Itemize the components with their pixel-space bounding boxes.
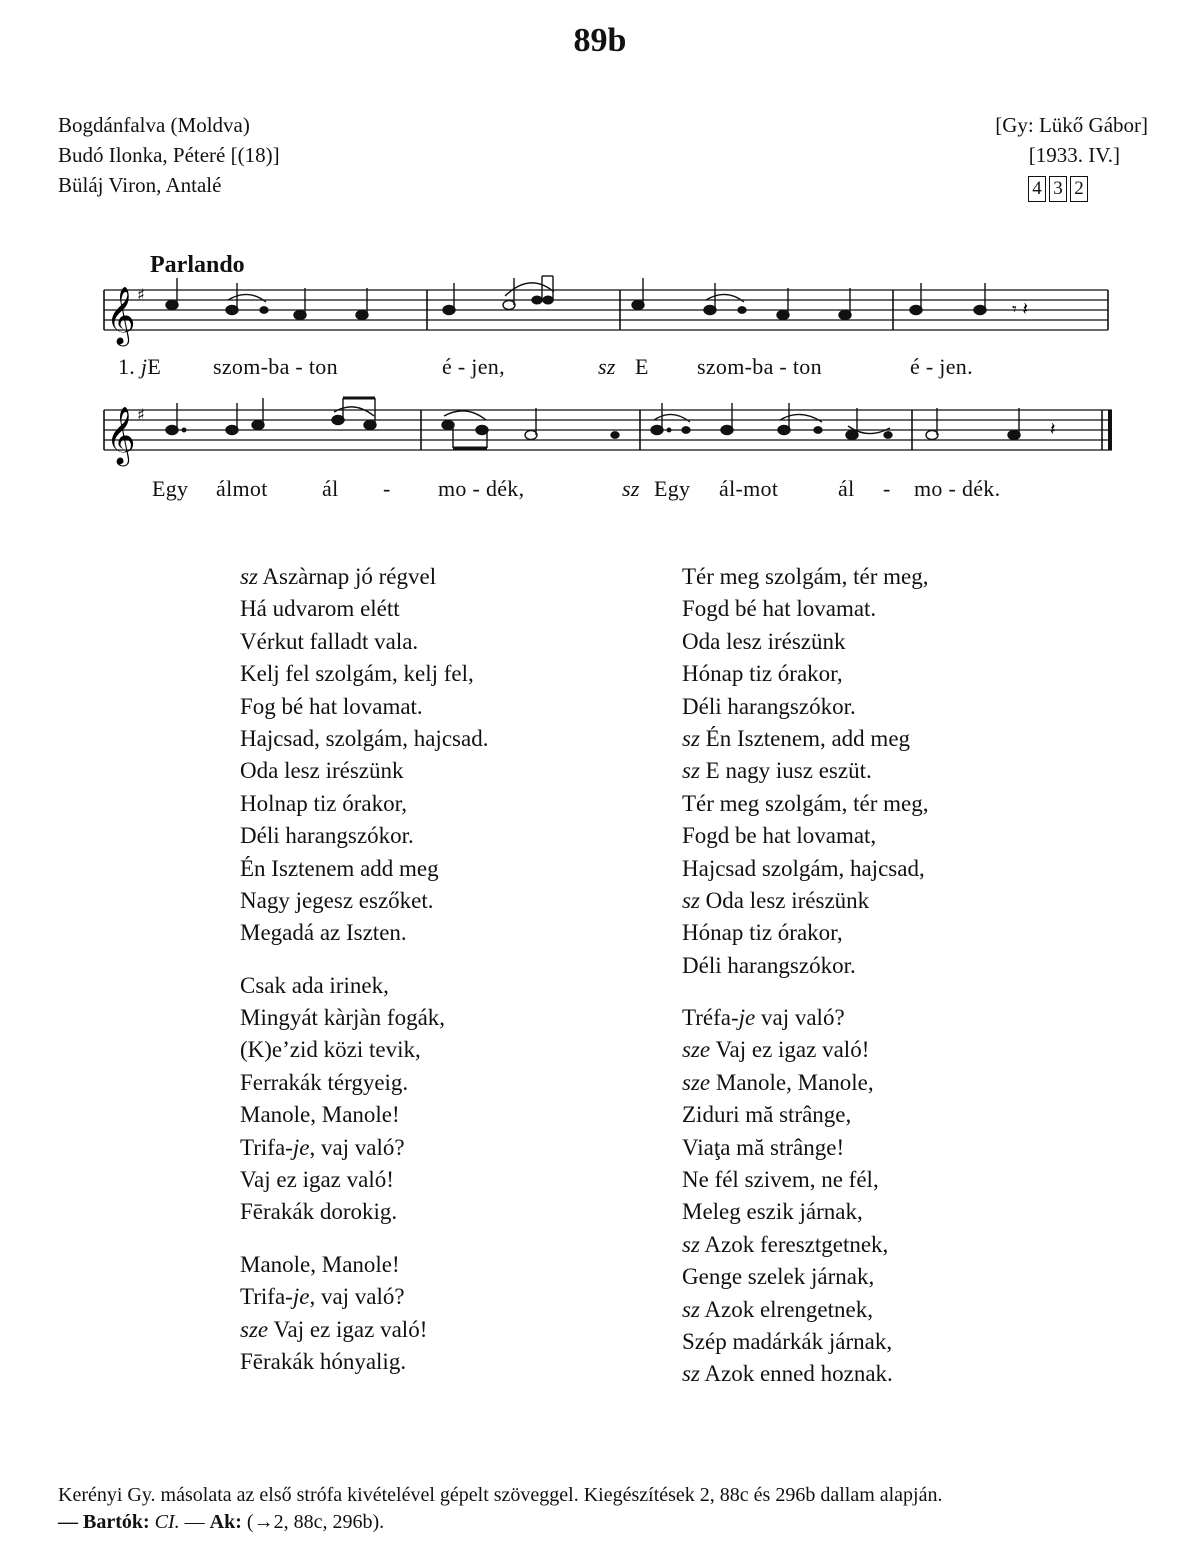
treble-clef-icon: 𝄞 <box>106 286 136 344</box>
stanza-gap <box>240 1229 488 1249</box>
verse-text: , vaj való? <box>309 1284 405 1310</box>
verse-text: Fogd be hat lovamat, <box>682 823 877 849</box>
stanza-gap <box>682 982 929 1002</box>
repeat-prefix: sz <box>682 1296 700 1322</box>
lyric-syllable: - <box>383 476 391 501</box>
repeat-prefix: sz <box>240 564 258 589</box>
collection-info <box>58 110 280 200</box>
lyric-syllable: é - jen, <box>442 354 505 379</box>
music-staff-1 <box>0 270 1200 350</box>
verse-line <box>682 755 929 787</box>
lyric-syllable: Egy <box>152 476 189 501</box>
collector-line: [Gy: Lükő Gábor] <box>995 113 1148 137</box>
verse-text: Tér meg szolgám, tér meg, <box>682 564 929 589</box>
notes <box>166 276 986 320</box>
verse-text: , vaj való? <box>309 1134 405 1160</box>
verse-line <box>240 593 488 625</box>
verse-line <box>240 820 488 852</box>
verse-text: Fogd bé hat lovamat. <box>682 596 877 622</box>
verse-text: Meleg eszik járnak, <box>682 1199 863 1225</box>
verse-text: Mingyát kàrjàn fogák, <box>240 1005 446 1031</box>
verse-line <box>240 658 488 690</box>
lyric-syllable: álmot <box>216 476 268 501</box>
footnote <box>58 1482 1158 1536</box>
verse-text: Trifa- <box>240 1284 293 1310</box>
verse-text: vaj való? <box>755 1005 845 1031</box>
verse-line <box>682 917 929 949</box>
verse-text: (K)e’zid közi tevik, <box>240 1037 421 1063</box>
verse-line <box>240 1002 488 1034</box>
verse-line <box>682 593 929 625</box>
verse-text: Ferrakák térgyeig. <box>240 1069 409 1095</box>
verse-text: Manole, Manole! <box>240 1102 400 1128</box>
verse-text: Azok feresztgetnek, <box>704 1231 889 1257</box>
lyric-syllable: é - jen. <box>910 354 973 379</box>
rest-icon: 𝄽 <box>1050 419 1056 440</box>
verse-line <box>240 626 488 658</box>
verse-text: Ne fél szivem, ne fél, <box>682 1167 879 1193</box>
verse-line <box>240 1314 488 1346</box>
verse-line <box>682 1358 929 1390</box>
verse-text: Fog bé hat lovamat. <box>240 693 423 719</box>
verse-line <box>240 1281 488 1313</box>
verse-text: Ziduri mă strânge, <box>682 1102 852 1128</box>
verse-line <box>682 1164 929 1196</box>
verse-text: Déli harangszókor. <box>682 693 856 719</box>
verse-line <box>240 788 488 820</box>
verse-text: Oda lesz irészünk <box>705 887 870 913</box>
verse-line <box>682 788 929 820</box>
verse-line <box>682 1294 929 1326</box>
lyric-syllable: ál <box>838 476 855 501</box>
singer-line-2: Büláj Viron, Antalé <box>58 173 222 197</box>
verse-text: Oda lesz irészünk <box>682 628 846 654</box>
lyric-syllable: Egy <box>654 476 691 501</box>
verse-text: Megadá az Iszten. <box>240 920 407 946</box>
verse-line <box>682 885 929 917</box>
verse-text: Hónap tiz órakor, <box>682 661 843 687</box>
verse-italic: je <box>292 1284 310 1310</box>
singer-line: Budó Ilonka, Péteré [(18)] <box>58 143 280 167</box>
verse-text: Tréfa- <box>682 1005 739 1031</box>
verse-line <box>240 970 488 1002</box>
repeat-prefix: sze <box>682 1069 711 1095</box>
verse-line <box>682 658 929 690</box>
verse-italic: je <box>292 1134 310 1160</box>
verse-line <box>682 1261 929 1293</box>
form-box: 2 <box>1070 176 1088 202</box>
page-number: 89b <box>573 22 627 59</box>
lyric-syllable: ál <box>322 476 339 501</box>
repeat-prefix: sz <box>682 725 700 751</box>
form-box: 3 <box>1049 176 1067 202</box>
lyric-syllable: - <box>883 476 891 501</box>
verse-line <box>682 1067 929 1099</box>
verse-line <box>240 1249 488 1281</box>
lyric-syllable: szom-ba - ton <box>213 354 338 379</box>
verse-text: Én Isztenem, add meg <box>705 725 911 751</box>
collector-info <box>995 110 1148 202</box>
verse-line <box>682 691 929 723</box>
lyric-syllable: ál-mot <box>719 476 779 501</box>
verse-text: Nagy jegesz eszőket. <box>240 887 434 913</box>
verse-line <box>240 917 488 949</box>
repeat-prefix: sz <box>682 887 700 913</box>
verse-line <box>240 1132 488 1164</box>
verse-text: Hajcsad szolgám, hajcsad, <box>682 855 925 881</box>
verse-text: Vérkut falladt vala. <box>240 628 419 654</box>
verse-line <box>682 1326 929 1358</box>
music-staff-2 <box>0 390 1200 470</box>
lyric-syllable: sz <box>622 476 640 501</box>
verse-text: Há udvarom elétt <box>240 596 400 622</box>
verse-line <box>240 1099 488 1131</box>
footnote-line-2: — Bartók: CI. — Ak: (→2, 88c, 296b). <box>58 1511 385 1533</box>
verse-text: Kelj fel szolgám, kelj fel, <box>240 661 474 687</box>
sharp-icon: ♯ <box>137 285 145 304</box>
verse-text: Tér meg szolgám, tér meg, <box>682 790 929 816</box>
verse-text: Déli harangszókor. <box>240 823 414 849</box>
footnote-line-1: Kerényi Gy. másolata az első strófa kivételével gépelt szöveggel. Kiegészítések 2, 88c és 296b dallam alapján. <box>58 1484 943 1506</box>
verse-text: Fērakák hónyalig. <box>240 1348 407 1374</box>
lyric-syllable: sz <box>598 354 616 379</box>
repeat-prefix: sz <box>682 1231 700 1257</box>
repeat-prefix: sze <box>682 1037 711 1063</box>
verse-line <box>240 1196 488 1228</box>
verse-text: Fērakák dorokig. <box>240 1199 398 1225</box>
verse-text: Holnap tiz órakor, <box>240 790 408 816</box>
repeat-prefix: sz <box>682 758 700 784</box>
verse-text: Azok enned hoznak. <box>704 1361 893 1387</box>
verse-line <box>240 853 488 885</box>
verse-text: Genge szelek járnak, <box>682 1264 875 1290</box>
lyric-syllable: E <box>635 354 649 379</box>
verse-text: Azok elrengetnek, <box>704 1296 873 1322</box>
verse-text: Vaj ez igaz való! <box>715 1037 870 1063</box>
verse-line <box>682 626 929 658</box>
lyrics-line-1: 1. jE <box>118 354 162 379</box>
verse-text: Aszàrnap jó régvel <box>262 564 437 589</box>
stanza-gap <box>240 950 488 970</box>
verse-line <box>682 1132 929 1164</box>
verse-line <box>240 755 488 787</box>
tempo-marking: Parlando <box>150 252 245 278</box>
lyric-syllable: szom-ba - ton <box>697 354 822 379</box>
verse-line <box>240 1067 488 1099</box>
verse-column-left <box>240 561 488 1378</box>
rest-icon: 𝄾 𝄽 <box>1012 299 1029 320</box>
verse-text: Vaj ez igaz való! <box>273 1316 428 1342</box>
verse-line <box>240 1164 488 1196</box>
verse-text: Manole, Manole, <box>715 1069 874 1095</box>
verse-text: Trifa- <box>240 1134 293 1160</box>
verse-text: Csak ada irinek, <box>240 972 389 998</box>
verse-text: Hajcsad, szolgám, hajcsad. <box>240 725 489 751</box>
verse-italic: je <box>738 1005 756 1031</box>
treble-clef-icon: 𝄞 <box>106 406 136 464</box>
verse-line <box>240 723 488 755</box>
verse-line <box>682 561 929 593</box>
verse-text: Manole, Manole! <box>240 1251 400 1277</box>
verse-line <box>240 885 488 917</box>
sharp-icon: ♯ <box>137 405 145 424</box>
verse-line <box>682 723 929 755</box>
form-box: 4 <box>1028 176 1046 202</box>
repeat-prefix: sze <box>240 1316 269 1342</box>
verse-line <box>682 1034 929 1066</box>
verse-line <box>682 1002 929 1034</box>
repeat-prefix: sz <box>682 1361 700 1387</box>
verse-text: Viaţa mă strânge! <box>682 1134 845 1160</box>
verse-text: Szép madárkák járnak, <box>682 1328 893 1354</box>
verse-text: Oda lesz irészünk <box>240 758 404 784</box>
verse-line <box>682 1229 929 1261</box>
place-line: Bogdánfalva (Moldva) <box>58 113 250 137</box>
verse-line <box>682 950 929 982</box>
lyric-syllable: mo - dék. <box>914 476 1001 501</box>
verse-line <box>240 1346 488 1378</box>
verse-column-right <box>682 561 929 1391</box>
verse-line <box>682 820 929 852</box>
verse-line <box>682 853 929 885</box>
verse-line <box>240 561 488 593</box>
form-boxes <box>995 172 1088 202</box>
verse-text: E nagy iusz eszüt. <box>705 758 872 784</box>
verse-line <box>240 1034 488 1066</box>
verse-text: Én Isztenem add meg <box>240 855 439 881</box>
verse-text: Déli harangszókor. <box>682 952 856 978</box>
verse-text: Vaj ez igaz való! <box>240 1167 394 1193</box>
verse-text: Hónap tiz órakor, <box>682 920 843 946</box>
verse-line <box>682 1196 929 1228</box>
lyric-syllable: mo - dék, <box>438 476 525 501</box>
verse-line <box>682 1099 929 1131</box>
date-line: [1933. IV.] <box>1028 143 1120 167</box>
verse-line <box>240 691 488 723</box>
